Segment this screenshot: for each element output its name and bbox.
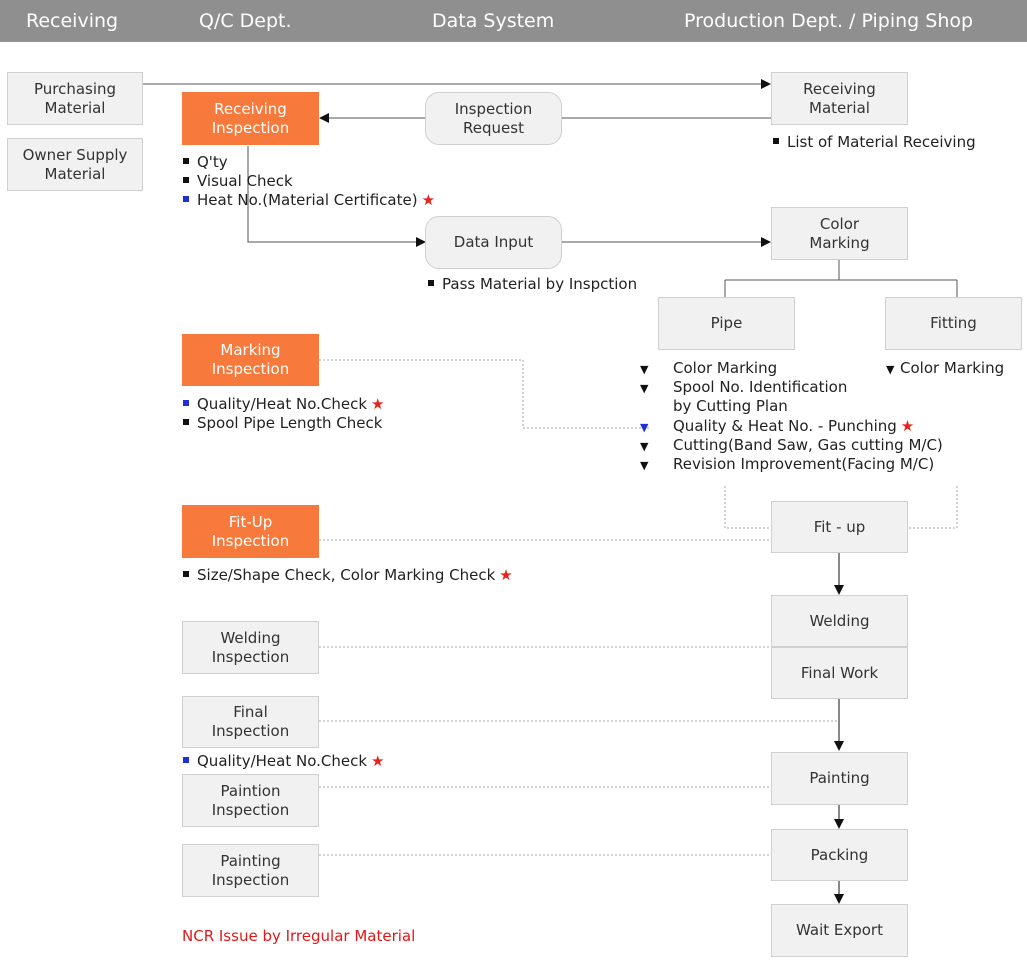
- triangle-down-icon: ▼: [640, 382, 649, 395]
- star-icon: ★: [499, 566, 513, 584]
- pipe-list-item-2: ▼ Spool No. Identification: [640, 378, 848, 396]
- dotted-pipe-to-fitup: [725, 486, 771, 528]
- purchasing-material-box: Purchasing Material: [7, 72, 143, 125]
- bullet-square-blue: [183, 400, 189, 406]
- pipe-list-item-3: ▼ Quality & Heat No. - Punching ★: [640, 417, 915, 435]
- ncr-issue-note: NCR Issue by Irregular Material: [182, 927, 416, 945]
- owner-supply-material-box: Owner Supply Material: [7, 138, 143, 191]
- packing-box: Packing: [771, 829, 908, 881]
- pipe-list-item-5: ▼ Revision Improvement(Facing M/C): [640, 455, 935, 473]
- pipe-list-item-4: ▼ Cutting(Band Saw, Gas cutting M/C): [640, 436, 943, 454]
- note-quality-heat-check-1: Quality/Heat No.Check ★: [183, 395, 385, 414]
- note-qty: Q'ty: [183, 153, 228, 172]
- data-input-box: Data Input: [425, 216, 562, 269]
- inspection-request-box: Inspection Request: [425, 92, 562, 145]
- receiving-inspection-box: Receiving Inspection: [182, 92, 319, 145]
- triangle-down-icon: ▼: [886, 363, 895, 376]
- note-quality-heat-check-2: Quality/Heat No.Check ★: [183, 752, 385, 771]
- fitup-inspection-box: Fit-Up Inspection: [182, 505, 319, 558]
- welding-box: Welding: [771, 595, 908, 647]
- triangle-down-icon: ▼: [640, 440, 649, 453]
- wait-export-box: Wait Export: [771, 904, 908, 957]
- header-production-dept: Production Dept. / Piping Shop: [684, 10, 974, 32]
- dotted-fitting-to-fitup: [907, 486, 957, 528]
- header-receiving: Receiving: [26, 10, 119, 32]
- painting-box: Painting: [771, 752, 908, 805]
- bullet-square-blue: [183, 757, 189, 763]
- pipe-box: Pipe: [658, 297, 795, 350]
- paintion-inspection-box: Paintion Inspection: [182, 774, 319, 827]
- pipe-list-item-1: ▼ Color Marking: [640, 359, 778, 377]
- note-pass-material: Pass Material by Inspction: [428, 275, 637, 294]
- marking-inspection-box: Marking Inspection: [182, 334, 319, 386]
- bullet-square: [183, 419, 189, 425]
- star-icon: ★: [900, 417, 915, 435]
- fitup-box: Fit - up: [771, 501, 908, 553]
- bullet-square: [183, 177, 189, 183]
- note-size-shape-check: Size/Shape Check, Color Marking Check ★: [183, 566, 513, 585]
- note-heat-no-cert: Heat No.(Material Certificate) ★: [183, 191, 435, 210]
- triangle-down-blue-icon: ▼: [640, 421, 649, 434]
- bullet-square: [773, 138, 779, 144]
- star-icon: ★: [371, 395, 385, 413]
- painting-inspection-box: Painting Inspection: [182, 844, 319, 897]
- note-spool-length-check: Spool Pipe Length Check: [183, 414, 382, 433]
- bullet-square: [183, 158, 189, 164]
- note-visual-check: Visual Check: [183, 172, 293, 191]
- fitting-list-item-1: ▼ Color Marking: [886, 359, 1005, 377]
- welding-inspection-box: Welding Inspection: [182, 621, 319, 674]
- bullet-square-blue: [183, 196, 189, 202]
- star-icon: ★: [421, 191, 436, 209]
- bullet-square: [428, 280, 434, 286]
- final-work-box: Final Work: [771, 647, 908, 699]
- header-qc-dept: Q/C Dept.: [199, 10, 292, 32]
- bullet-square: [183, 571, 189, 577]
- header-data-system: Data System: [432, 10, 555, 32]
- star-icon: ★: [371, 752, 385, 770]
- receiving-material-box: Receiving Material: [771, 72, 908, 125]
- note-list-receiving: List of Material Receiving: [773, 133, 976, 152]
- final-inspection-box: Final Inspection: [182, 696, 319, 748]
- pipe-list-item-2-cont: by Cutting Plan: [673, 397, 788, 415]
- triangle-down-icon: ▼: [640, 363, 649, 376]
- triangle-down-icon: ▼: [640, 459, 649, 472]
- fitting-box: Fitting: [885, 297, 1022, 350]
- color-marking-box: Color Marking: [771, 207, 908, 260]
